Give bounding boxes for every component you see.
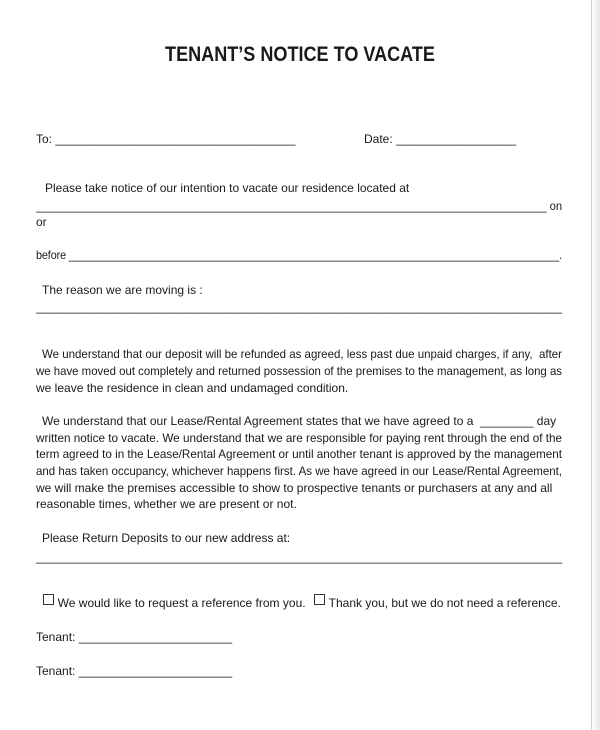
document-title: TENANT’S NOTICE TO VACATE — [165, 43, 435, 66]
lease-paragraph-line: reasonable times, whether we are present or not. — [36, 497, 297, 511]
lease-paragraph-line: term agreed to in the Lease/Rental Agreement or until another tenant is approved by the management — [36, 447, 562, 461]
before-line: before ___________________________________________________________________________________. — [36, 248, 562, 262]
address-line: ___________________________________________________________________________________ on — [36, 199, 562, 213]
or-text: or — [36, 215, 47, 229]
deposit-paragraph-line: we leave the residence in clean and undamaged condition. — [36, 381, 349, 395]
reference-option — [36, 580, 306, 610]
lease-paragraph-line: and has taken occupancy, whichever happens first. As we have agreed in our Lease/Rental Agreement, — [36, 464, 563, 478]
lease-paragraph-line: we will make the premises accessible to show to prospective tenants or purchasers at any and all — [36, 481, 553, 495]
lease-paragraph-line: We understand that our Lease/Rental Agreement states that we have agreed to a ________ day — [42, 414, 557, 428]
deposit-paragraph-line: we have moved out completely and returned possession of the premises to the management, as long as — [36, 364, 562, 378]
deposit-paragraph-line: We understand that our deposit will be refunded as agreed, less past due unpaid charges, if any, after — [42, 347, 562, 361]
reference-option-label: We would like to request a reference from you. — [57, 596, 306, 610]
intent-statement: Please take notice of our intention to vacate our residence located at — [45, 181, 410, 195]
return-deposit-label: Please Return Deposits to our new address at: — [42, 531, 291, 545]
tenant-signature-line: Tenant: _______________________ — [36, 664, 233, 678]
no-reference-option — [307, 580, 561, 610]
no-reference-checkbox[interactable] — [314, 594, 325, 605]
reason-line: _______________________________________________________________________________________________ — [36, 300, 563, 314]
date-field-line: Date: __________________ — [364, 132, 517, 146]
reason-label: The reason we are moving is : — [42, 283, 203, 297]
return-address-line: _______________________________________________________________________________________________ — [36, 550, 563, 564]
tenant-signature-line: Tenant: _______________________ — [36, 630, 233, 644]
no-reference-option-label: Thank you, but we do not need a reference. — [328, 596, 561, 610]
reference-checkbox[interactable] — [43, 594, 54, 605]
to-field-line: To: ____________________________________ — [36, 132, 296, 146]
page-edge — [591, 0, 600, 730]
lease-paragraph-line: written notice to vacate. We understand that we are responsible for paying rent through the end of the — [36, 431, 563, 445]
